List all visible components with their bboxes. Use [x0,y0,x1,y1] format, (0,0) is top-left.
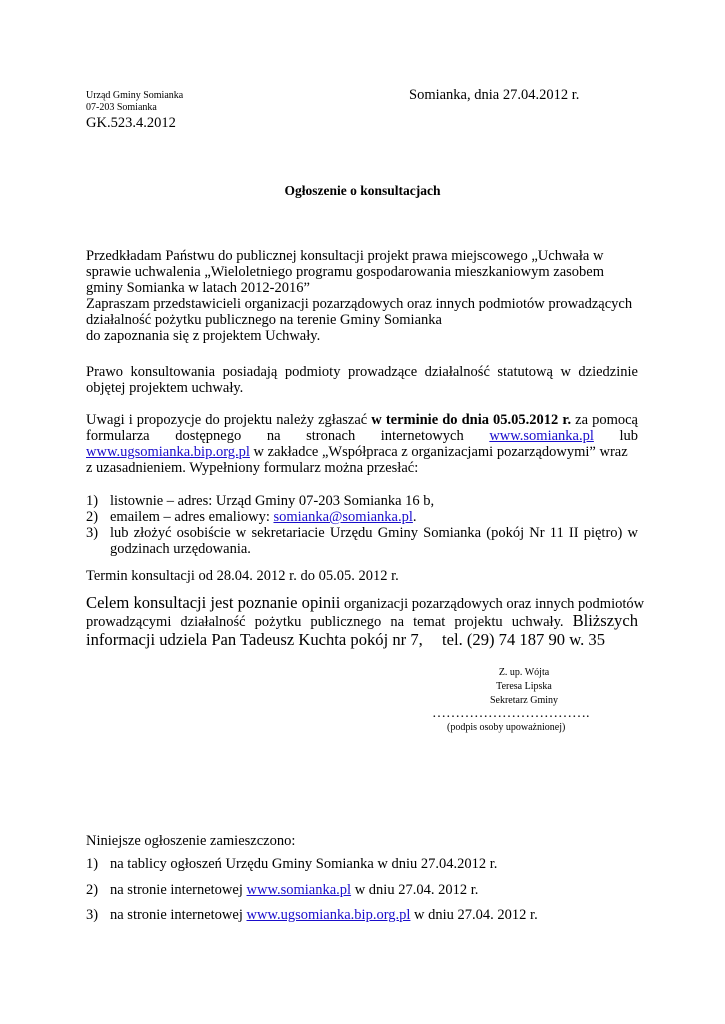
list-item-number: 1) [86,856,99,872]
goal-line2: prowadzącymi działalność pożytku publicznego na temat projektu uchwały. Bliższych [86,611,639,630]
signature-dots: ……………………………. [432,706,590,721]
para3-line2: formularza dostępnego na stronach internetowych www.somianka.pl lub [86,428,638,444]
office-address: 07-203 Somianka [86,102,157,113]
signature-name: Teresa Lipska [496,681,552,692]
signature-caption: (podpis osoby upoważnionej) [447,722,566,733]
email-link[interactable]: somianka@somianka.pl [273,509,413,525]
method-personal: lub złożyć osobiście w sekretariacie Urzędu Gminy Somianka (pokój Nr 11 II piętro) w [110,525,638,541]
page-title: Ogłoszenie o konsultacjach [284,183,441,198]
para3-line4: z uzasadnieniem. Wypełniony formularz można przesłać: [86,460,419,476]
para3-line1: Uwagi i propozycje do projektu należy zgłaszać w terminie do dnia 05.05.2012 r. za pomocą [86,412,638,428]
office-name: Urząd Gminy Somianka [86,90,184,101]
list-item-number: 1) [86,493,99,509]
para1-line3: gminy Somianka w latach 2012-2016” [86,280,310,296]
para2-line1: Prawo konsultowania posiadają podmioty prowadzące działalność statutową w dziedzinie [86,364,638,380]
method-email: emailem – adres emaliowy: somianka@somianka.pl. [110,509,417,525]
place-date: Somianka, dnia 27.04.2012 r. [409,87,580,103]
goal-line3: informacji udziela Pan Tadeusz Kuchta pokój nr 7, [86,630,423,649]
signature-title: Sekretarz Gminy [489,695,559,706]
published-board: na tablicy ogłoszeń Urzędu Gminy Somianka w dniu 27.04.2012 r. [110,856,498,872]
reference-number: GK.523.4.2012 [86,115,176,131]
somianka-link[interactable]: www.somianka.pl [489,428,594,444]
list-item-number: 2) [86,509,99,525]
para1-line1: Przedkładam Państwu do publicznej konsultacji projekt prawa miejscowego „Uchwała w [86,248,604,264]
para3-line3: www.ugsomianka.bip.org.pl w zakładce „Współpraca z organizacjami pozarządowymi” wraz [86,444,628,460]
bip-link[interactable]: www.ugsomianka.bip.org.pl [246,907,411,923]
method-mail: listownie – adres: Urząd Gminy 07-203 Somianka 16 b, [110,493,435,509]
published-bip: na stronie internetowej www.ugsomianka.bip.org.pl w dniu 27.04. 2012 r. [110,907,538,923]
para1-line4: Zapraszam przedstawicieli organizacji pozarządowych oraz innych podmiotów prowadzących [86,296,633,312]
goal-line1: Celem konsultacji jest poznanie opinii organizacji pozarządowych oraz innych podmiotów [86,593,645,612]
para1-line2: sprawie uchwalenia „Wieloletniego programu gospodarowania mieszkaniowym zasobem [86,264,605,280]
contact-phone: tel. (29) 74 187 90 w. 35 [442,630,605,649]
consultation-term: Termin konsultacji od 28.04. 2012 r. do 05.05. 2012 r. [86,568,399,584]
list-item-number: 3) [86,907,99,923]
deadline-bold: w terminie do dnia 05.05.2012 r. [371,412,572,428]
bip-link[interactable]: www.ugsomianka.bip.org.pl [86,444,250,460]
method-personal-cont: godzinach urzędowania. [110,541,251,557]
signature-line1: Z. up. Wójta [498,667,550,678]
published-heading: Niniejsze ogłoszenie zamieszczono: [86,833,296,849]
para2-line2: objętej projektem uchwały. [86,380,244,396]
list-item-number: 2) [86,882,99,898]
published-website: na stronie internetowej www.somianka.pl w dniu 27.04. 2012 r. [110,882,479,898]
para1-line5: działalność pożytku publicznego na terenie Gminy Somianka [86,312,442,328]
list-item-number: 3) [86,525,99,541]
somianka-link[interactable]: www.somianka.pl [246,882,352,898]
para1-line6: do zapoznania się z projektem Uchwały. [86,328,321,344]
